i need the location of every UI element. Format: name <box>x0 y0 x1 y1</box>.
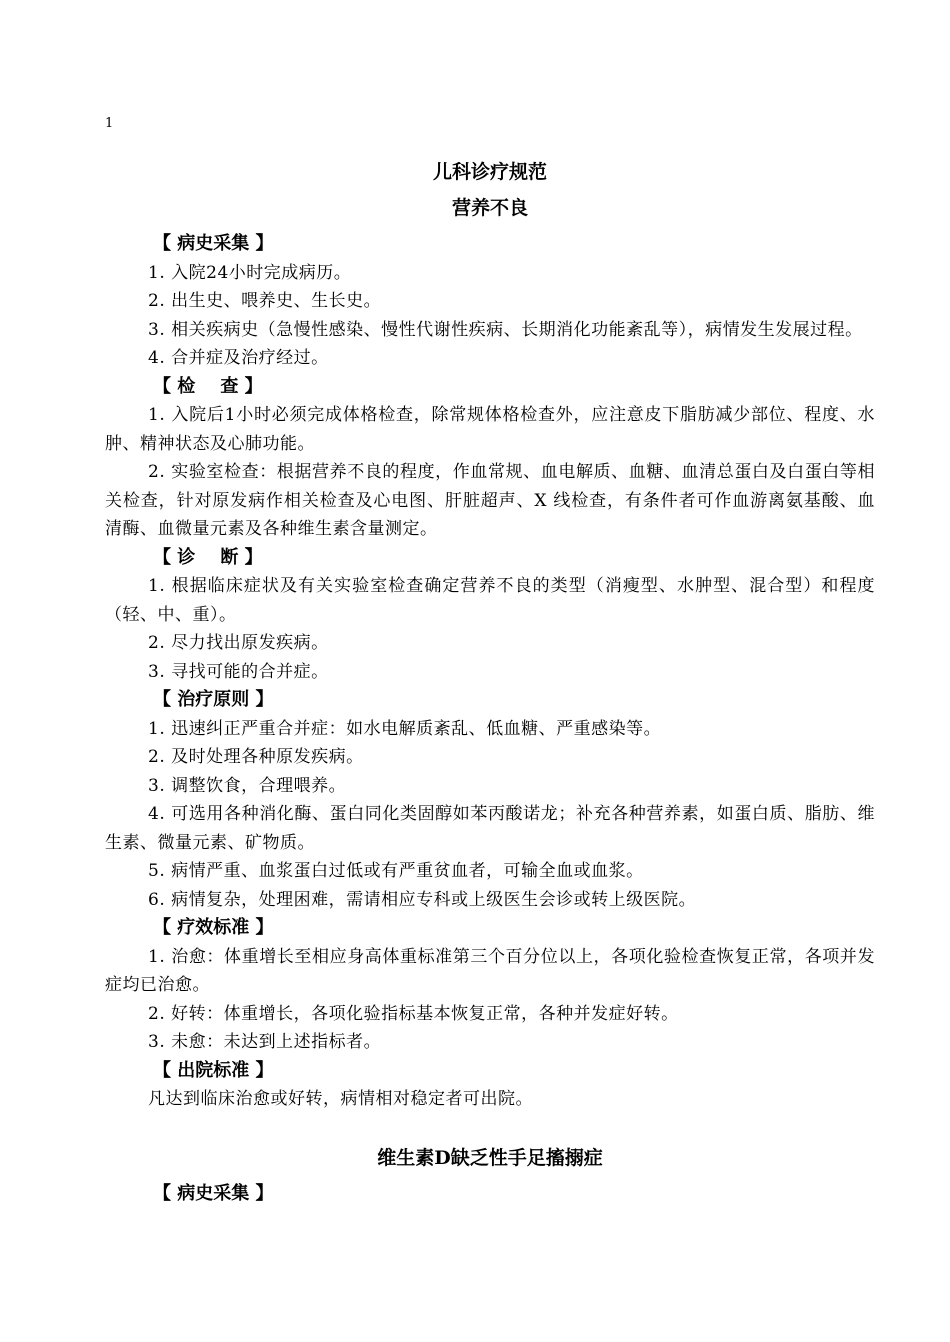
section-heading: 【 病史采集 】 <box>153 1182 274 1204</box>
paragraph: 3. 相关疾病史（急慢性感染、慢性代谢性疾病、长期消化功能紊乱等），病情发生发展过程。 <box>148 319 863 340</box>
section-heading: 【 出院标准 】 <box>153 1059 274 1081</box>
paragraph: 5. 病情严重、血浆蛋白过低或有严重贫血者，可输全血或血浆。 <box>148 861 644 881</box>
section-spacer <box>105 1114 875 1142</box>
paragraph: 4. 合并症及治疗经过。 <box>148 348 329 368</box>
paragraph: 3. 未愈：未达到上述指标者。 <box>148 1032 382 1052</box>
page-number: 1 <box>105 116 114 131</box>
paragraph: 3. 寻找可能的合并症。 <box>148 661 329 682</box>
paragraph: 2. 好转：体重增长，各项化验指标基本恢复正常，各种并发症好转。 <box>148 1003 679 1024</box>
section-heading: 【 检 查 】 <box>153 375 263 397</box>
paragraph: 4. 可选用各种消化酶、蛋白同化类固醇如苯丙酸诺龙；补充各种营养素，如蛋白质、脂肪、维生素、微量元素、矿物质。 <box>105 804 875 853</box>
section-heading: 【 治疗原则 】 <box>153 689 274 710</box>
document-content <box>105 156 875 1208</box>
section-body-malnutrition <box>105 230 875 1114</box>
section-heading: 【 诊 断 】 <box>153 546 263 568</box>
section-title-malnutrition: 营养不良 <box>451 197 528 219</box>
paragraph: 2. 及时处理各种原发疾病。 <box>148 747 364 767</box>
section-heading: 【 疗效标准 】 <box>153 917 274 938</box>
paragraph: 2. 尽力找出原发疾病。 <box>148 633 329 653</box>
paragraph: 1. 根据临床症状及有关实验室检查确定营养不良的类型（消瘦型、水肿型、混合型）和程度（轻、中、重）。 <box>105 576 875 625</box>
paragraph: 1. 入院24小时完成病历。 <box>148 262 352 283</box>
paragraph: 6. 病情复杂，处理困难，需请相应专科或上级医生会诊或转上级医院。 <box>148 889 697 910</box>
paragraph: 1. 入院后1小时必须完成体格检查，除常规体格检查外，应注意皮下脂肪减少部位、程度、水肿、精神状态及心肺功能。 <box>105 405 875 454</box>
paragraph: 1. 治愈：体重增长至相应身高体重标准第三个百分位以上，各项化验检查恢复正常，各项并发症均已治愈。 <box>105 946 875 995</box>
section-heading: 【 病史采集 】 <box>153 233 274 254</box>
section-title-vitamin-d: 维生素D缺乏性手足搐搦症 <box>377 1146 603 1169</box>
paragraph: 凡达到临床治愈或好转，病情相对稳定者可出院。 <box>148 1089 533 1109</box>
paragraph: 1. 迅速纠正严重合并症：如水电解质紊乱、低血糖、严重感染等。 <box>148 718 662 739</box>
paragraph: 3. 调整饮食，合理喂养。 <box>148 775 347 796</box>
paragraph: 2. 出生史、喂养史、生长史。 <box>148 291 382 311</box>
paragraph: 2. 实验室检查：根据营养不良的程度，作血常规、血电解质、血糖、血清总蛋白及白蛋白等相关检查，针对原发病作相关检查及心电图、肝脏超声、X 线检查，有条件者可作血游离氨基酸、血清酶、血微量元素及各种维生素含量测定。 <box>105 462 875 539</box>
document-title: 儿科诊疗规范 <box>432 161 547 183</box>
